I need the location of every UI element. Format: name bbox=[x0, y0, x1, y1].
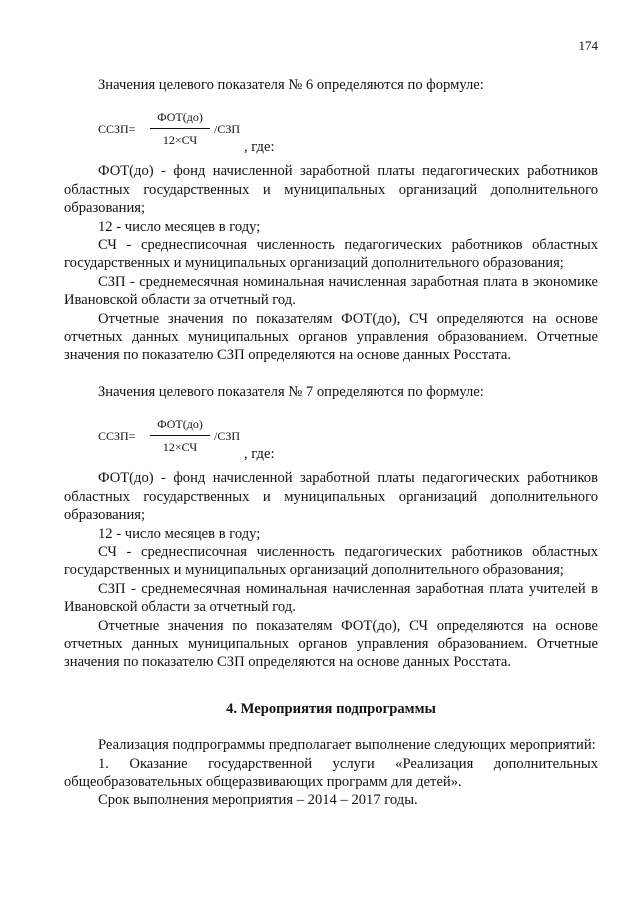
formula-lhs: ССЗП= bbox=[98, 429, 136, 444]
definition-fot: ФОТ(до) - фонд начисленной заработной платы педагогических работников областных государственных и муниципальных организаций дополнительного образования; bbox=[64, 470, 598, 524]
formula-numerator: ФОТ(до) bbox=[150, 108, 210, 128]
reporting-note: Отчетные значения по показателям ФОТ(до), СЧ определяются на основе отчетных данных муниципальных органов управления образованием. Отчетные значения по показателю СЗП определяются на основе данных Росстата. bbox=[64, 310, 598, 364]
formula-denominator: 12×СЧ bbox=[162, 132, 198, 147]
formula-fraction bbox=[150, 108, 210, 149]
formula-lhs: ССЗП= bbox=[98, 122, 136, 137]
definition-fot: ФОТ(до) - фонд начисленной заработной платы педагогических работников областных государственных и муниципальных организаций дополнительного образования; bbox=[64, 163, 598, 217]
formula-rhs: /СЗП bbox=[214, 429, 241, 444]
reporting-note: Отчетные значения по показателям ФОТ(до), СЧ определяются на основе отчетных данных муниципальных органов управления образованием. Отчетные значения по показателю СЗП определяются на основе данных Росстата. bbox=[64, 617, 598, 671]
definition-12: 12 - число месяцев в году; bbox=[98, 218, 261, 235]
page-content bbox=[64, 76, 598, 810]
indicator-6-intro: Значения целевого показателя № 6 определяются по формуле: bbox=[98, 77, 484, 93]
formula-fraction bbox=[150, 415, 210, 456]
definition-szp: СЗП - среднемесячная номинальная начисленная заработная плата учителей в Ивановской области за отчетный год. bbox=[64, 580, 598, 616]
formula-where: , где: bbox=[244, 139, 275, 156]
event-term: Срок выполнения мероприятия – 2014 – 2017 годы. bbox=[98, 792, 418, 809]
formula-denominator: 12×СЧ bbox=[162, 439, 198, 454]
section-heading: 4. Мероприятия подпрограммы bbox=[226, 700, 436, 717]
indicator-7-intro: Значения целевого показателя № 7 определяются по формуле: bbox=[98, 383, 484, 400]
definition-sch: СЧ - среднесписочная численность педагогических работников областных государственных и муниципальных организаций дополнительного образования; bbox=[64, 237, 598, 272]
formula-6 bbox=[98, 108, 598, 156]
definition-szp: СЗП - среднемесячная номинальная начисленная заработная плата в экономике Ивановской области за отчетный год. bbox=[64, 273, 598, 309]
formula-rhs: /СЗП bbox=[214, 122, 241, 137]
formula-where: , где: bbox=[244, 446, 275, 463]
definition-sch: СЧ - среднесписочная численность педагогических работников областных государственных и муниципальных организаций дополнительного образования; bbox=[64, 543, 598, 579]
page-number: 174 bbox=[578, 38, 598, 53]
formula-numerator: ФОТ(до) bbox=[150, 415, 210, 435]
definition-12: 12 - число месяцев в году; bbox=[98, 525, 261, 542]
event-item-1: 1. Оказание государственной услуги «Реализация дополнительных общеобразовательных общеразвивающих программ для детей». bbox=[64, 755, 598, 790]
section-intro: Реализация подпрограммы предполагает выполнение следующих мероприятий: bbox=[98, 737, 596, 754]
formula-7 bbox=[98, 415, 598, 463]
